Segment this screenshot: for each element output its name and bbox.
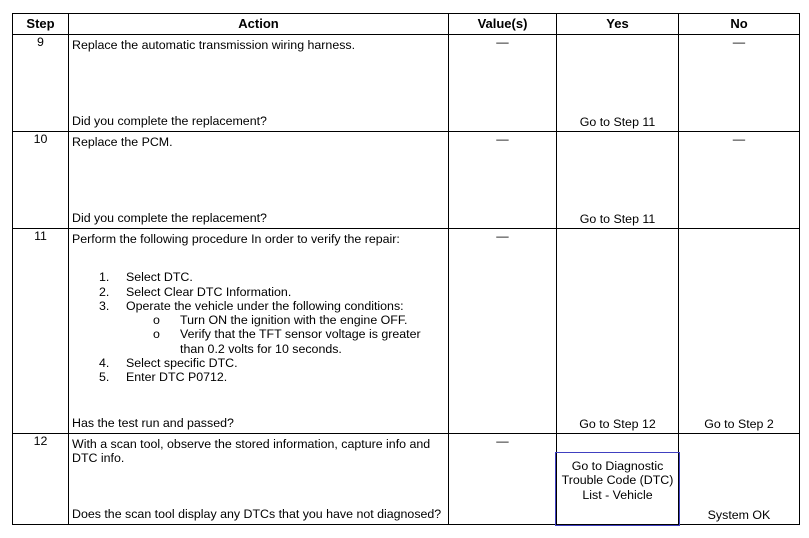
procedure-step: 3. Operate the vehicle under the following conditions: o Turn ON the ignition with the engine OFF. o Verify that the TFT sensor voltage is greater than 0.2 volts for 10 seconds. [72, 299, 444, 356]
condition-item: o Turn ON the ignition with the engine OFF. [153, 313, 408, 328]
action-cell [69, 35, 449, 132]
no-cell: — [679, 132, 800, 229]
condition-item: o Verify that the TFT sensor voltage is greater than 0.2 volts for 10 seconds. [153, 327, 421, 356]
table-row [13, 229, 800, 434]
header-yes: Yes [557, 14, 679, 35]
values-cell: — [449, 229, 557, 434]
procedure-list [72, 270, 444, 384]
yes-link[interactable]: Go to Step 11 [579, 211, 656, 226]
table-row [13, 35, 800, 132]
procedure-step: 1. Select DTC. [99, 270, 193, 285]
values-cell: — [449, 434, 557, 525]
header-step: Step [13, 14, 69, 35]
step-number: 9 [13, 35, 69, 132]
yes-cell [557, 229, 679, 434]
no-link[interactable]: Go to Step 2 [704, 416, 774, 431]
yes-cell [557, 434, 679, 525]
no-cell [679, 229, 800, 434]
action-question: Does the scan tool display any DTCs that you have not diagnosed? [72, 506, 442, 521]
values-cell: — [449, 35, 557, 132]
action-instruction [72, 232, 444, 385]
circle-bullet-icon: o [153, 327, 160, 342]
no-cell [679, 434, 800, 525]
procedure-step: 2. Select Clear DTC Information. [99, 284, 292, 299]
condition-list [126, 313, 444, 356]
yes-cell [557, 35, 679, 132]
header-action: Action [69, 14, 449, 35]
procedure-step: 4. Select specific DTC. [99, 356, 238, 371]
circle-bullet-icon: o [153, 313, 160, 328]
procedure-step: 5. Enter DTC P0712. [99, 370, 228, 385]
action-question: Did you complete the replacement? [72, 113, 267, 128]
action-cell [69, 434, 449, 525]
header-no: No [679, 14, 800, 35]
values-cell: — [449, 132, 557, 229]
step-number: 11 [13, 229, 69, 434]
action-instruction: Replace the automatic transmission wiring harness. [72, 38, 356, 52]
diagnostic-table [12, 13, 800, 525]
no-cell: — [679, 35, 800, 132]
step-number: 12 [13, 434, 69, 525]
table-row [13, 434, 800, 525]
yes-cell [557, 132, 679, 229]
yes-link[interactable]: Go to Step 11 [579, 114, 656, 129]
action-instruction: With a scan tool, observe the stored information, capture info and DTC info. [72, 437, 431, 466]
table-header-row [13, 14, 800, 35]
header-values: Value(s) [449, 14, 557, 35]
step-number: 10 [13, 132, 69, 229]
dtc-list-link[interactable]: Go to Diagnostic Trouble Code (DTC) List - Vehicle [555, 452, 680, 526]
action-instruction: Replace the PCM. [72, 135, 173, 149]
action-question: Has the test run and passed? [72, 415, 234, 430]
procedure-intro: Perform the following procedure In order to verify the repair: [72, 232, 400, 246]
action-question: Did you complete the replacement? [72, 210, 267, 225]
table-row [13, 132, 800, 229]
action-cell [69, 132, 449, 229]
no-result: System OK [707, 507, 771, 522]
action-cell [69, 229, 449, 434]
yes-link[interactable]: Go to Step 12 [579, 416, 656, 431]
